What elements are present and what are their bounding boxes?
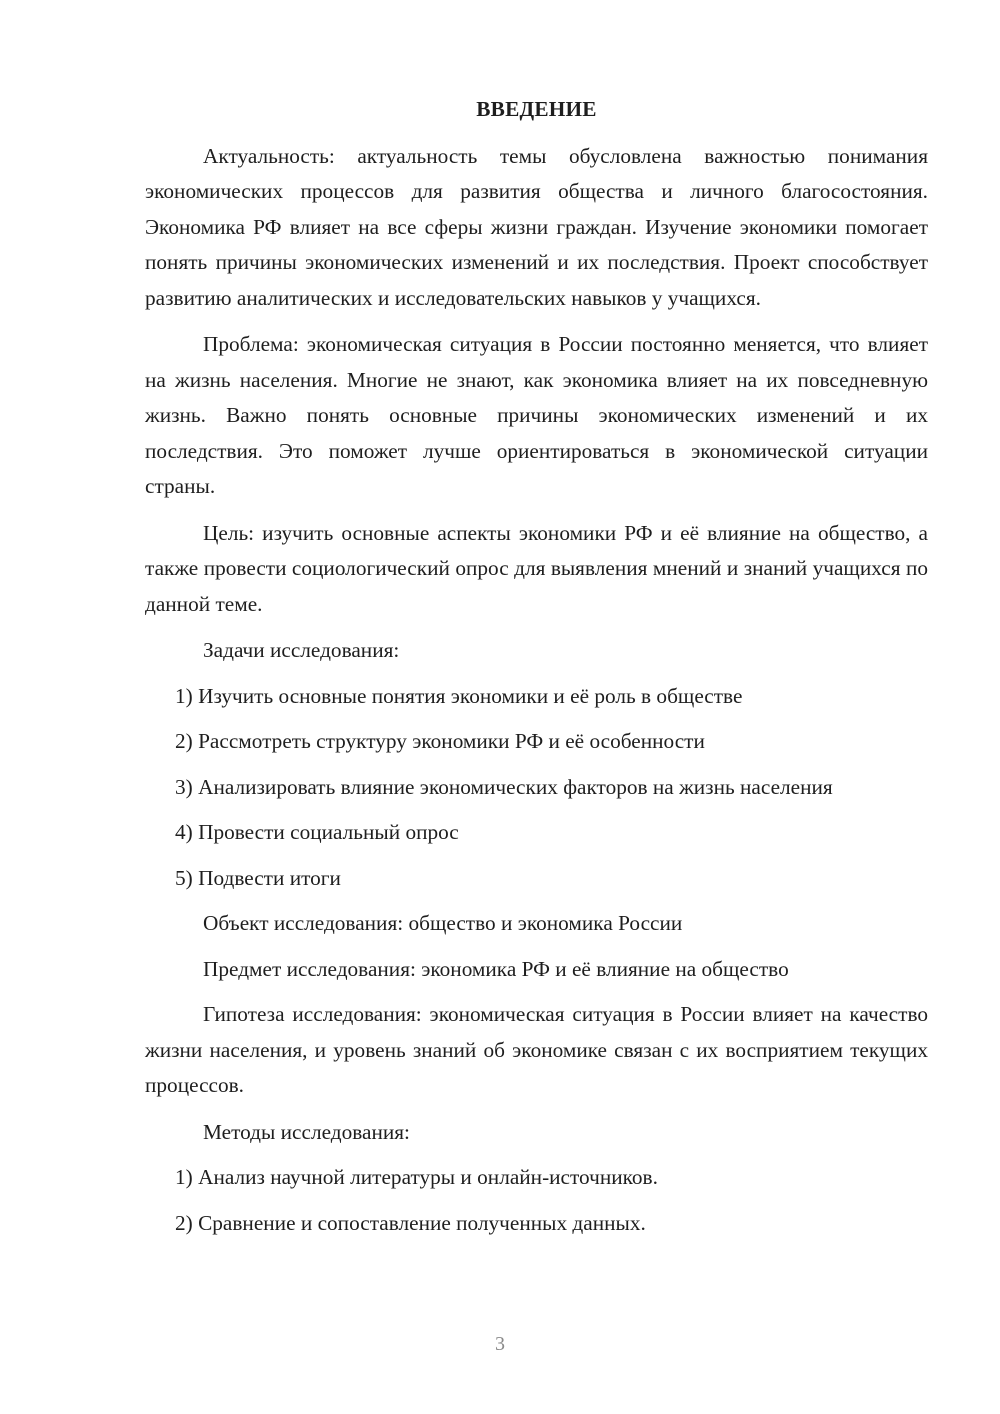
page-number: 3 [495,1333,505,1355]
tasks-title: Задачи исследования: [203,638,400,662]
document-page [145,92,928,1251]
task-item: 5) Подвести итоги [175,865,341,890]
method-item: 1) Анализ научной литературы и онлайн-источников. [175,1165,658,1189]
section-heading: ВВЕДЕНИЕ [476,97,597,121]
hypothesis-paragraph: Гипотеза исследования: экономическая ситуация в России влияет на качество жизни населения, и уровень знаний об экономике связан с их восприятием текущих процессов. [145,1002,928,1097]
research-subject: Предмет исследования: экономика РФ и её влияние на общество [203,956,789,981]
task-item: 1) Изучить основные понятия экономики и её роль в обществе [175,683,743,708]
methods-title: Методы исследования: [203,1119,410,1144]
relevance-paragraph: Актуальность: актуальность темы обусловлена важностью понимания экономических процессов для развития общества и личного благосостояния. Экономика РФ влияет на все сферы жизни граждан. Изучение экономики помогает понять причины экономических изменений и их последствия. Проект способствует развитию аналитических и исследовательских навыков у учащихся. [145,143,928,310]
goal-paragraph: Цель: изучить основные аспекты экономики РФ и её влияние на общество, а также провести социологический опрос для выявления мнений и знаний учащихся по данной теме. [145,520,928,616]
method-item: 2) Сравнение и сопоставление полученных данных. [175,1210,646,1235]
research-object: Объект исследования: общество и экономика России [203,911,683,935]
task-item: 2) Рассмотреть структуру экономики РФ и её особенности [175,729,705,753]
task-item: 4) Провести социальный опрос [175,820,459,844]
task-item: 3) Анализировать влияние экономических факторов на жизнь населения [175,774,833,799]
methods-list [145,1160,928,1241]
tasks-list [145,679,928,897]
problem-paragraph: Проблема: экономическая ситуация в России постоянно меняется, что влияет на жизнь населения. Многие не знают, как экономика влияет на их повседневную жизнь. Важно понять основные причины экономических изменений и их последствия. Это поможет лучше ориентироваться в экономической ситуации страны. [145,332,928,498]
